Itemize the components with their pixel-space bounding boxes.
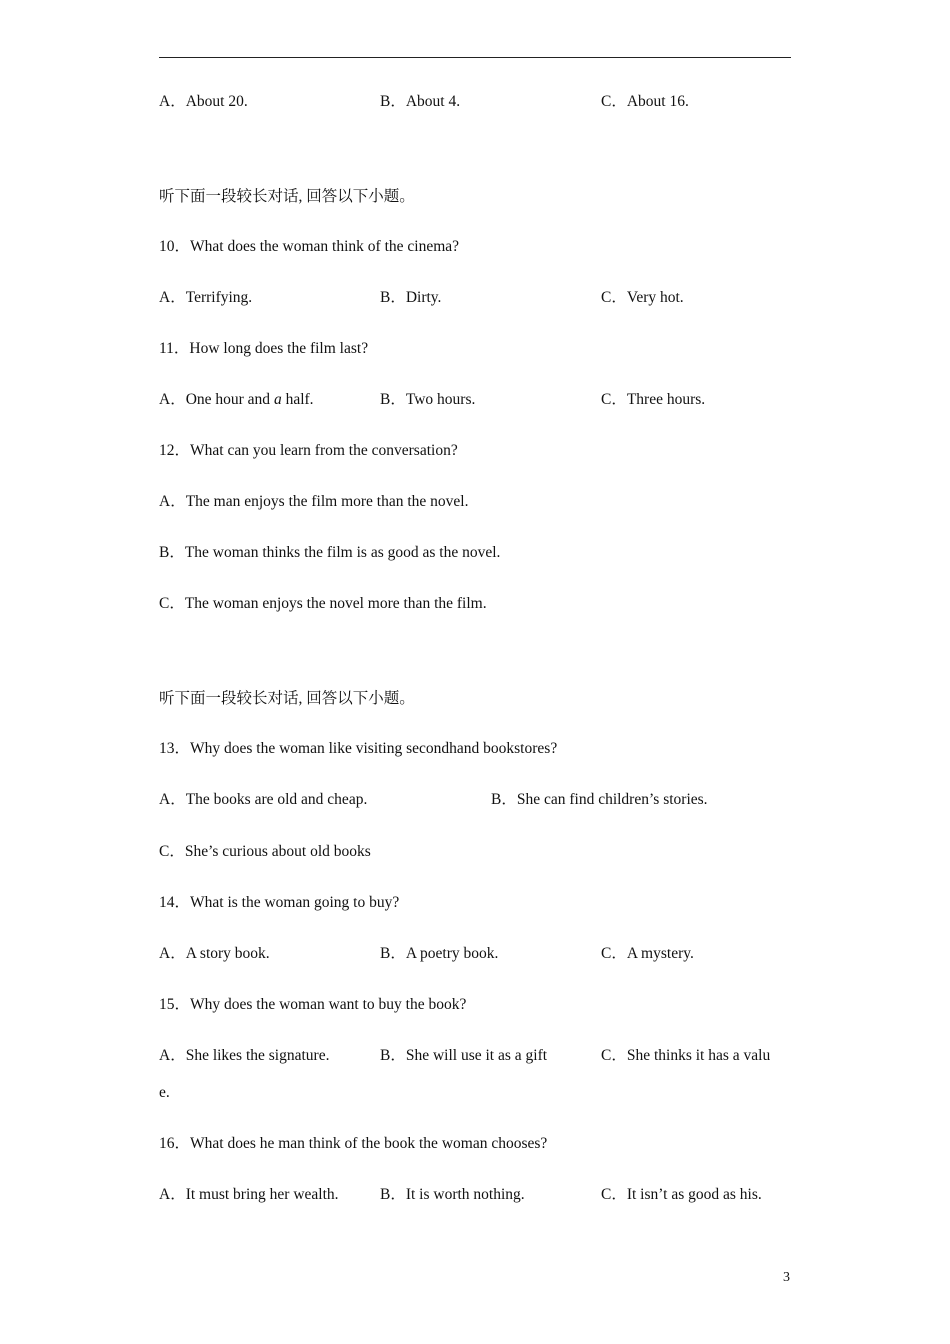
q14-stem: 14．What is the woman going to buy? bbox=[159, 894, 400, 911]
q9-option-c[interactable]: C．About 16. bbox=[601, 93, 689, 110]
q12-option-a[interactable]: A．The man enjoys the film more than the novel. bbox=[159, 493, 469, 510]
q14-option-c[interactable]: C．A mystery. bbox=[601, 945, 694, 962]
q12-stem: 12．What can you learn from the conversation? bbox=[159, 442, 458, 459]
q16-option-a[interactable]: A．It must bring her wealth. bbox=[159, 1186, 339, 1203]
q11-option-a-pre: A．One hour and bbox=[159, 391, 274, 408]
q11-option-b[interactable]: B．Two hours. bbox=[380, 391, 476, 408]
section3-intro: 听下面一段较长对话, 回答以下小题。 bbox=[159, 690, 415, 707]
section2-intro: 听下面一段较长对话, 回答以下小题。 bbox=[159, 188, 415, 205]
q15-option-c[interactable]: C．She thinks it has a valu bbox=[601, 1047, 771, 1064]
q16-stem: 16．What does he man think of the book the woman chooses? bbox=[159, 1135, 548, 1152]
q10-option-b[interactable]: B．Dirty. bbox=[380, 289, 442, 306]
q13-option-c[interactable]: C．She’s curious about old books bbox=[159, 843, 371, 860]
header-rule bbox=[159, 57, 791, 58]
q15-stem: 15．Why does the woman want to buy the book? bbox=[159, 996, 467, 1013]
q13-stem: 13．Why does the woman like visiting secondhand bookstores? bbox=[159, 740, 558, 757]
q15-option-c-wrap: e. bbox=[159, 1084, 170, 1101]
page-number: 3 bbox=[783, 1270, 790, 1285]
q10-stem: 10．What does the woman think of the cinema? bbox=[159, 238, 460, 255]
q11-option-a-post: half. bbox=[281, 391, 314, 408]
q16-option-b[interactable]: B．It is worth nothing. bbox=[380, 1186, 525, 1203]
q9-option-a[interactable]: A．About 20. bbox=[159, 93, 248, 110]
q11-option-a-em: a bbox=[273, 391, 282, 408]
q13-option-b[interactable]: B．She can find children’s stories. bbox=[491, 791, 708, 808]
q11-option-a[interactable] bbox=[159, 390, 314, 410]
q9-option-b[interactable]: B．About 4. bbox=[380, 93, 461, 110]
q11-stem: 11．How long does the film last? bbox=[159, 340, 369, 357]
q12-option-b[interactable]: B．The woman thinks the film is as good as the novel. bbox=[159, 544, 501, 561]
q15-option-b[interactable]: B．She will use it as a gift bbox=[380, 1047, 548, 1064]
q13-option-a[interactable]: A．The books are old and cheap. bbox=[159, 791, 368, 808]
q12-option-c[interactable]: C．The woman enjoys the novel more than the film. bbox=[159, 595, 487, 612]
q15-option-a[interactable]: A．She likes the signature. bbox=[159, 1047, 330, 1064]
q16-option-c[interactable]: C．It isn’t as good as his. bbox=[601, 1186, 762, 1203]
q10-option-a[interactable]: A．Terrifying. bbox=[159, 289, 253, 306]
q11-option-c[interactable]: C．Three hours. bbox=[601, 391, 706, 408]
q10-option-c[interactable]: C．Very hot. bbox=[601, 289, 684, 306]
q14-option-a[interactable]: A．A story book. bbox=[159, 945, 270, 962]
q14-option-b[interactable]: B．A poetry book. bbox=[380, 945, 499, 962]
